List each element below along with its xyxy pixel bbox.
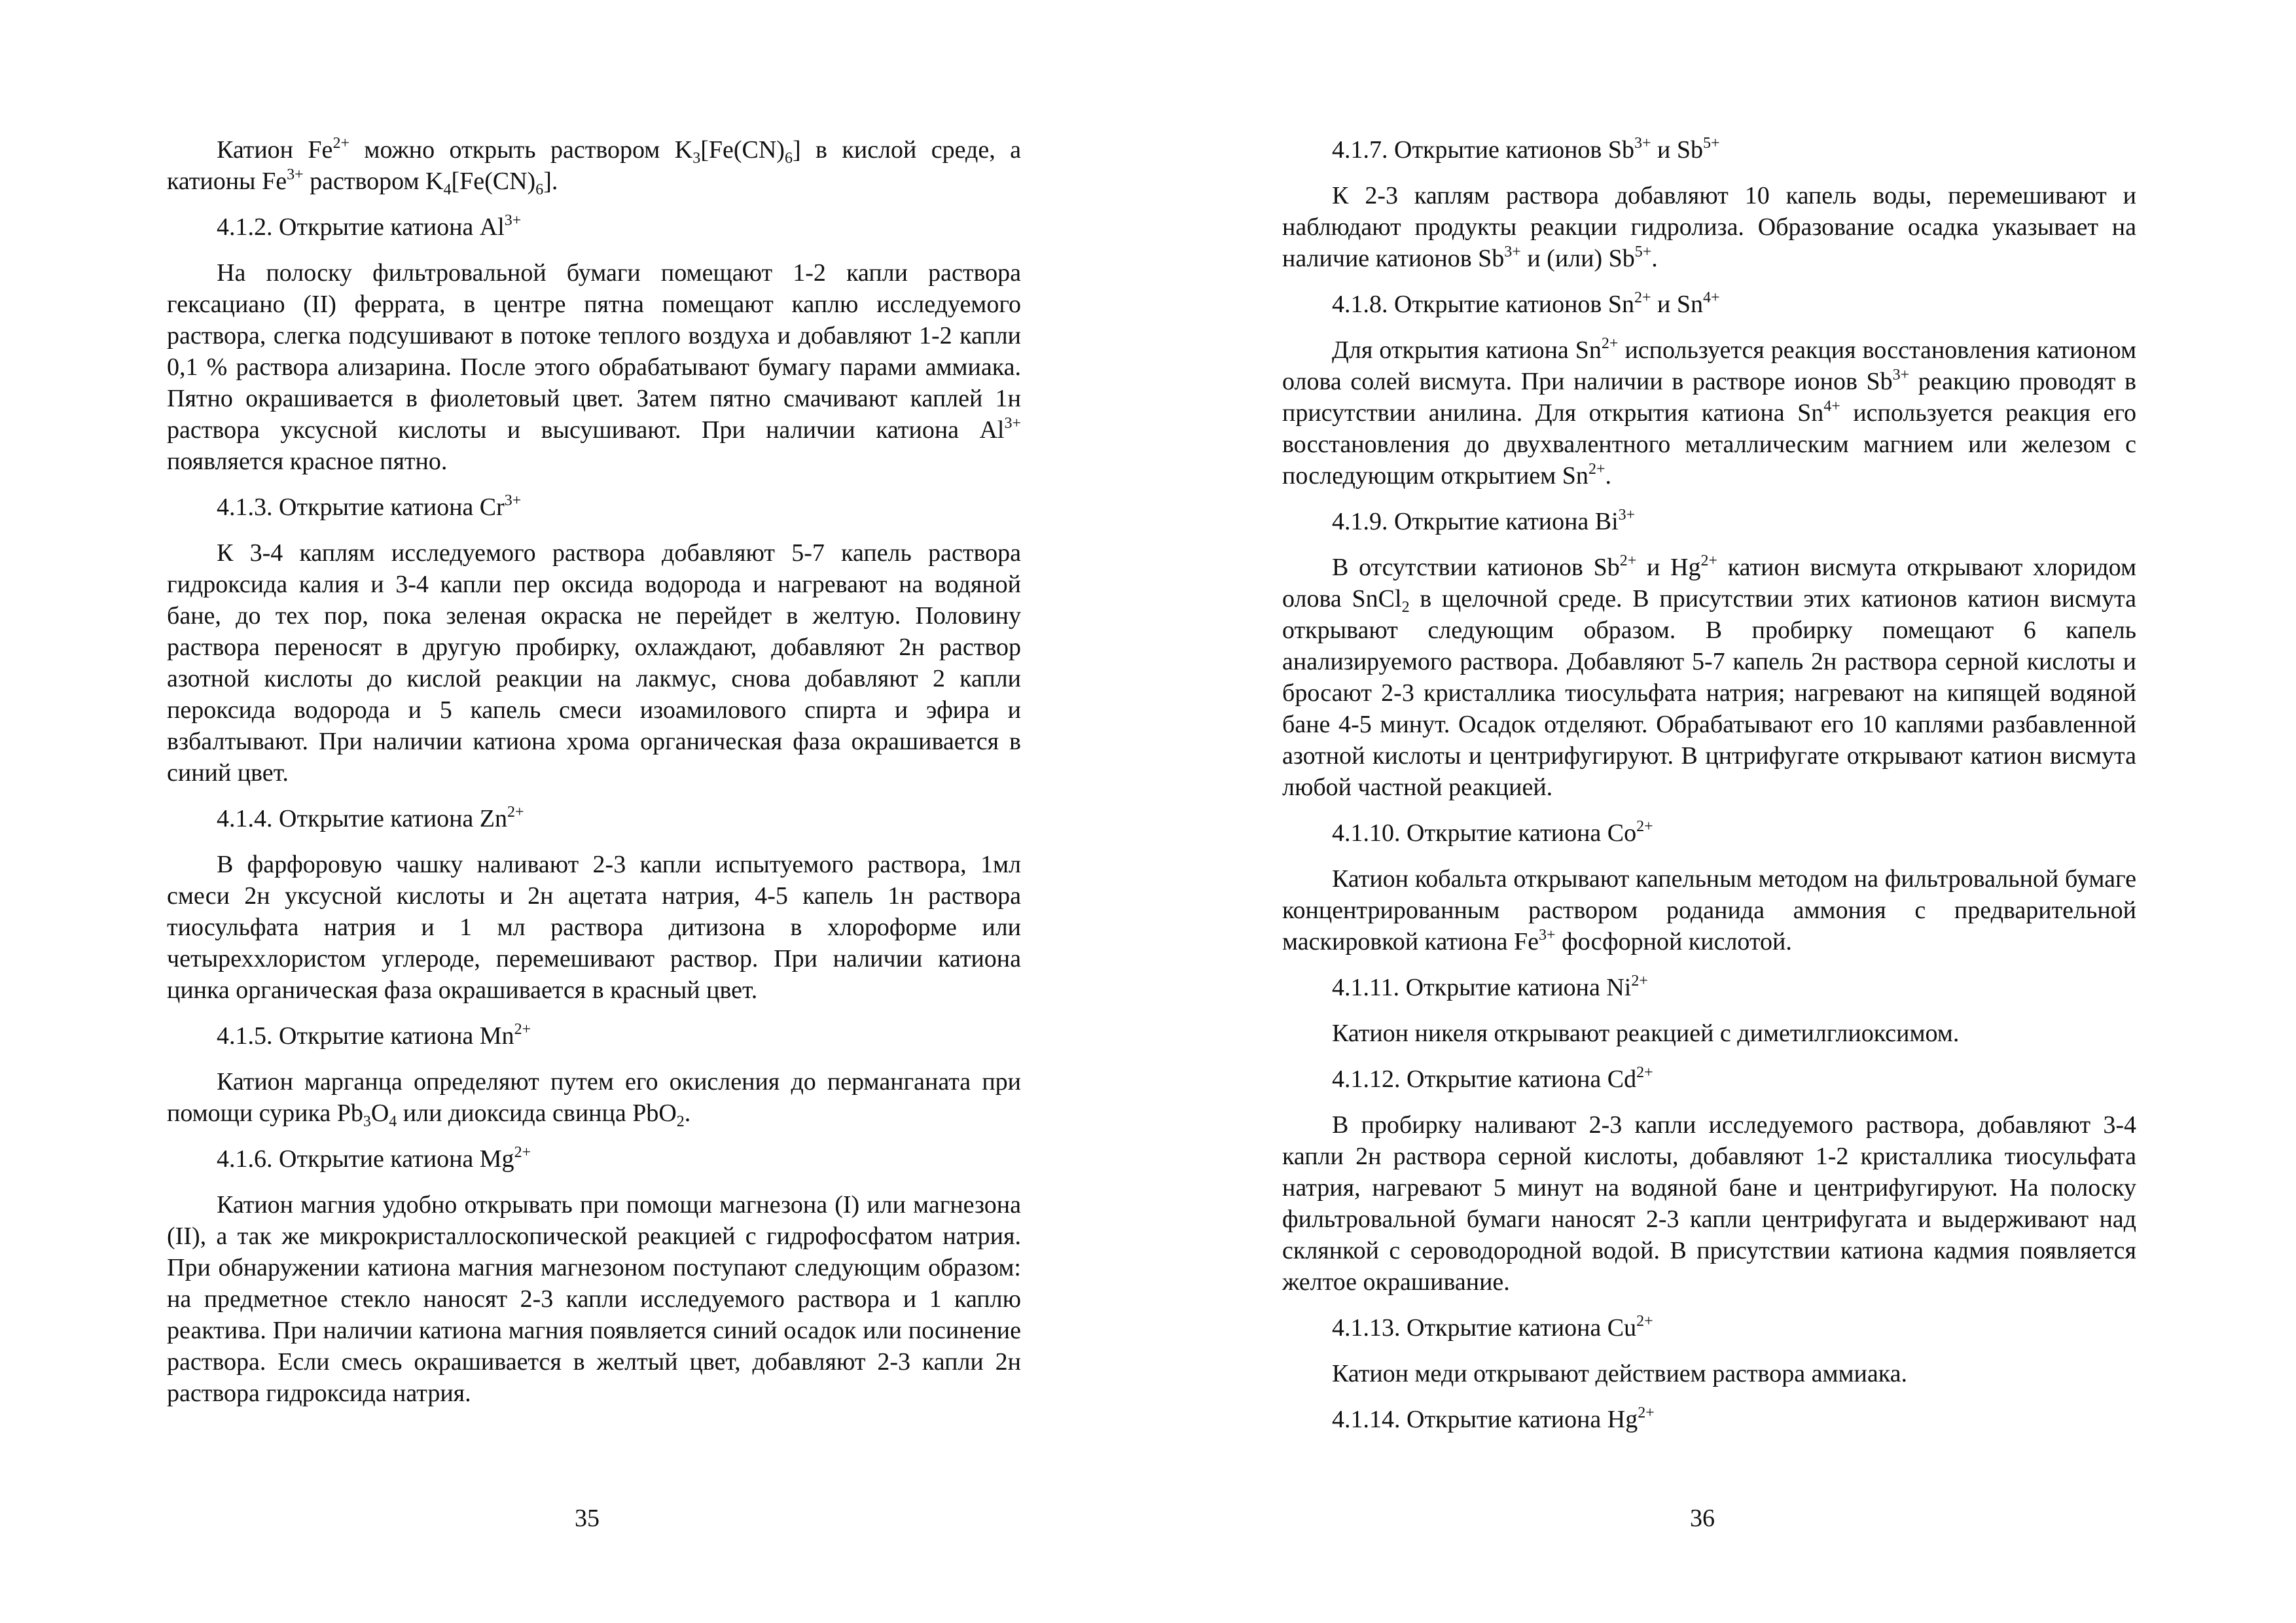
section-heading <box>1282 1312 2136 1344</box>
text-run: Катион меди открывают действием раствора аммиака. <box>1332 1360 1907 1387</box>
superscript: 2+ <box>514 1021 531 1038</box>
subscript: 4 <box>443 181 452 198</box>
section-heading <box>167 1020 1021 1052</box>
section-heading <box>167 211 1021 243</box>
superscript: 4+ <box>1823 398 1840 415</box>
text-run: O <box>370 1099 389 1127</box>
text-run: фосфорной кислотой. <box>1555 928 1792 955</box>
text-run: используется реакция восстановления катионом олова солей висмута. При наличии в растворе ионов Sb <box>1282 336 2136 395</box>
text-run: 4.1.12. Открытие катиона Cd <box>1332 1065 1637 1093</box>
section-heading <box>1282 1404 2136 1435</box>
text-run: Катион марганца определяют путем его окисления до перманганата при помощи сурика Pb <box>167 1068 1021 1127</box>
text-run: и Sn <box>1651 291 1704 318</box>
text-run: Катион Fe <box>217 136 333 164</box>
subscript: 3 <box>692 150 701 167</box>
text-run: 4.1.2. Открытие катиона Al <box>217 213 505 241</box>
subscript: 4 <box>389 1113 397 1130</box>
subscript: 2 <box>1401 599 1410 616</box>
text-run: К 2-3 каплям раствора добавляют 10 капель воды, перемешивают и наблюдают продукты реакции гидролиза. Образование осадка указывает на наличие катионов Sb <box>1282 182 2136 272</box>
section-heading <box>167 803 1021 834</box>
text-run: 4.1.11. Открытие катиона Ni <box>1332 974 1632 1001</box>
section-heading <box>1282 817 2136 849</box>
paragraph <box>1282 552 2136 803</box>
paragraph <box>1282 180 2136 274</box>
superscript: 2+ <box>1619 552 1637 569</box>
superscript: 3+ <box>1539 927 1556 944</box>
page-number: 35 <box>575 1505 600 1532</box>
section-heading <box>1282 289 2136 320</box>
superscript: 2+ <box>1631 972 1648 990</box>
paragraph <box>167 257 1021 477</box>
paragraph <box>167 1066 1021 1129</box>
text-run: 4.1.5. Открытие катиона Mn <box>217 1022 514 1050</box>
text-run: реакцию проводят в присутствии анилина. Для открытия катиона Sn <box>1282 368 2136 427</box>
superscript: 3+ <box>1504 243 1521 260</box>
text-run: и Sb <box>1651 136 1704 164</box>
text-run: В отсутствии катионов Sb <box>1332 554 1620 581</box>
superscript: 2+ <box>1588 461 1605 478</box>
text-run: В фарфоровую чашку наливают 2-3 капли испытуемого раствора, 1мл смеси 2н уксусной кислоты и 2н ацетата натрия, 4-5 капель 1н раствора тиосульфата натрия и 1 мл раствора дитизона в хлороформе или четыреххлористом углероде, перемешивают раствор. При наличии катиона цинка органическая фаза окрашивается в красный цвет. <box>167 851 1021 1004</box>
superscript: 2+ <box>1638 1404 1655 1421</box>
section-heading <box>167 491 1021 523</box>
superscript: 2+ <box>1636 1064 1653 1081</box>
text-run: К 3-4 каплям исследуемого раствора добавляют 5-7 капель раствора гидроксида калия и 3-4 капли пер оксида водорода и нагревают на водяной бане, до тех пор, пока зеленая окраска не перейдет в желтую. Половину раствора переносят в другую пробирку, охлаждают, добавляют 2н раствор азотной кислоты до кислой реакции на лакмус, снова добавляют 2 капли пероксида водорода и 5 капель смеси изоамилового спирта и эфира и взбалтывают. При наличии катиона хрома органическая фаза окрашивается в синий цвет. <box>167 539 1021 787</box>
paragraph <box>167 537 1021 789</box>
text-run: ] в кислой среде, а катионы Fe <box>167 136 1021 195</box>
subscript: 6 <box>784 150 793 167</box>
text-run: ]. <box>543 168 558 195</box>
section-heading <box>1282 506 2136 537</box>
text-run: [Fe(CN) <box>451 168 536 195</box>
paragraph <box>1282 334 2136 491</box>
section-heading <box>1282 134 2136 166</box>
section-heading <box>1282 972 2136 1003</box>
section-heading <box>1282 1063 2136 1095</box>
text-run: 4.1.3. Открытие катиона Cr <box>217 493 505 521</box>
text-run: . <box>1605 462 1611 490</box>
text-run: и (или) Sb <box>1520 245 1635 272</box>
superscript: 2+ <box>507 804 524 821</box>
text-run: раствором K <box>303 168 444 195</box>
superscript: 3+ <box>504 212 522 229</box>
section-heading <box>167 1143 1021 1175</box>
text-run: катион висмута открывают хлоридом олова SnCl <box>1282 554 2136 613</box>
text-run: Катион никеля открывают реакцией с диметилглиоксимом. <box>1332 1020 1960 1047</box>
paragraph <box>167 134 1021 197</box>
text-run: [Fe(CN) <box>700 136 785 164</box>
left-page-text <box>167 134 1021 1423</box>
superscript: 2+ <box>1601 335 1619 352</box>
text-run: 4.1.13. Открытие катиона Cu <box>1332 1314 1637 1342</box>
text-run: или диоксида свинца PbO <box>397 1099 677 1127</box>
text-run: В пробирку наливают 2-3 капли исследуемого раствора, добавляют 3-4 капли 2н раствора серной кислоты, добавляют 1-2 кристаллика тиосульфата натрия, нагревают 5 минут на водяной бане и центрифугируют. На полоску фильтровальной бумаги наносят 2-3 капли центрифугата и выдерживают над склянкой с сероводородной водой. В присутствии катиона кадмия появляется желтое окрашивание. <box>1282 1111 2136 1296</box>
text-run: 4.1.14. Открытие катиона Hg <box>1332 1406 1638 1433</box>
right-page-text <box>1282 134 2136 1450</box>
subscript: 2 <box>676 1113 685 1130</box>
superscript: 2+ <box>514 1144 531 1161</box>
paragraph <box>1282 1358 2136 1389</box>
subscript: 6 <box>535 181 544 198</box>
paragraph <box>1282 1109 2136 1298</box>
text-run: . <box>1651 245 1658 272</box>
text-run: Катион кобальта открывают капельным методом на фильтровальной бумаге концентрированным раствором роданида аммония с предварительной маскировкой катиона Fe <box>1282 865 2136 955</box>
superscript: 2+ <box>1636 1313 1653 1330</box>
subscript: 3 <box>363 1113 371 1130</box>
text-run: 4.1.6. Открытие катиона Mg <box>217 1145 514 1173</box>
text-run: 4.1.8. Открытие катионов Sn <box>1332 291 1634 318</box>
text-run: 4.1.9. Открытие катиона Bi <box>1332 508 1619 535</box>
superscript: 3+ <box>1004 415 1021 432</box>
page-number: 36 <box>1690 1505 1715 1532</box>
superscript: 3+ <box>1618 507 1636 524</box>
text-run: . <box>684 1099 691 1127</box>
superscript: 3+ <box>1892 366 1910 383</box>
text-run: На полоску фильтровальной бумаги помещают 1-2 капли раствора гексациано (II) феррата, в центре пятна помещают каплю исследуемого раствора, слегка подсушивают в потоке теплого воздуха и добавляют 1-2 капли 0,1 % раствора ализарина. После этого обрабатывают бумагу парами аммиака. Пятно окрашивается в фиолетовый цвет. Затем пятно смачивают каплей 1н раствора уксусной кислоты и высушивают. При наличии катиона Al <box>167 259 1021 444</box>
text-run: 4.1.10. Открытие катиона Co <box>1332 819 1637 847</box>
text-run: 4.1.4. Открытие катиона Zn <box>217 805 507 832</box>
paragraph <box>1282 863 2136 957</box>
superscript: 3+ <box>1634 135 1651 152</box>
text-run: появляется красное пятно. <box>167 448 448 475</box>
text-run: используется реакция его восстановления до двухвалентного металлическим магнием или железом с последующим открытием Sn <box>1282 399 2137 490</box>
superscript: 3+ <box>287 166 304 183</box>
text-run: и Hg <box>1636 554 1701 581</box>
superscript: 2+ <box>332 135 350 152</box>
superscript: 2+ <box>1634 289 1651 306</box>
superscript: 2+ <box>1636 818 1653 835</box>
superscript: 3+ <box>504 492 522 509</box>
superscript: 5+ <box>1634 243 1652 260</box>
text-run: Катион магния удобно открывать при помощи магнезона (I) или магнезона (II), а так же микрокристаллоскопической реакцией с гидрофосфатом натрия. При обнаружении катиона магния магнезоном поступают следующим образом: на предметное стекло наносят 2-3 капли исследуемого раствора и 1 каплю реактива. При наличии катиона магния появляется синий осадок или посинение раствора. Если смесь окрашивается в желтый цвет, добавляют 2-3 капли 2н раствора гидроксида натрия. <box>167 1191 1021 1407</box>
text-run: 4.1.7. Открытие катионов Sb <box>1332 136 1634 164</box>
paragraph <box>167 849 1021 1006</box>
text-run: можно открыть раствором K <box>349 136 693 164</box>
text-run: Для открытия катиона Sn <box>1332 336 1602 364</box>
paragraph <box>1282 1018 2136 1049</box>
text-run: в щелочной среде. В присутствии этих катионов катион висмута открывают следующим образом. В пробирку помещают 6 капель анализируемого раствора. Добавляют 5-7 капель 2н раствора серной кислоты и бросают 2-3 кристаллика тиосульфата натрия; нагревают на кипящей водяной бане 4-5 минут. Осадок отделяют. Обрабатывают его 10 каплями разбавленной азотной кислоты и центрифугируют. В цнтрифугате открывают катион висмута любой частной реакцией. <box>1282 585 2136 801</box>
superscript: 5+ <box>1703 135 1720 152</box>
paragraph <box>167 1189 1021 1409</box>
superscript: 2+ <box>1700 552 1718 569</box>
superscript: 4+ <box>1703 289 1720 306</box>
right-page <box>1148 0 2296 1623</box>
